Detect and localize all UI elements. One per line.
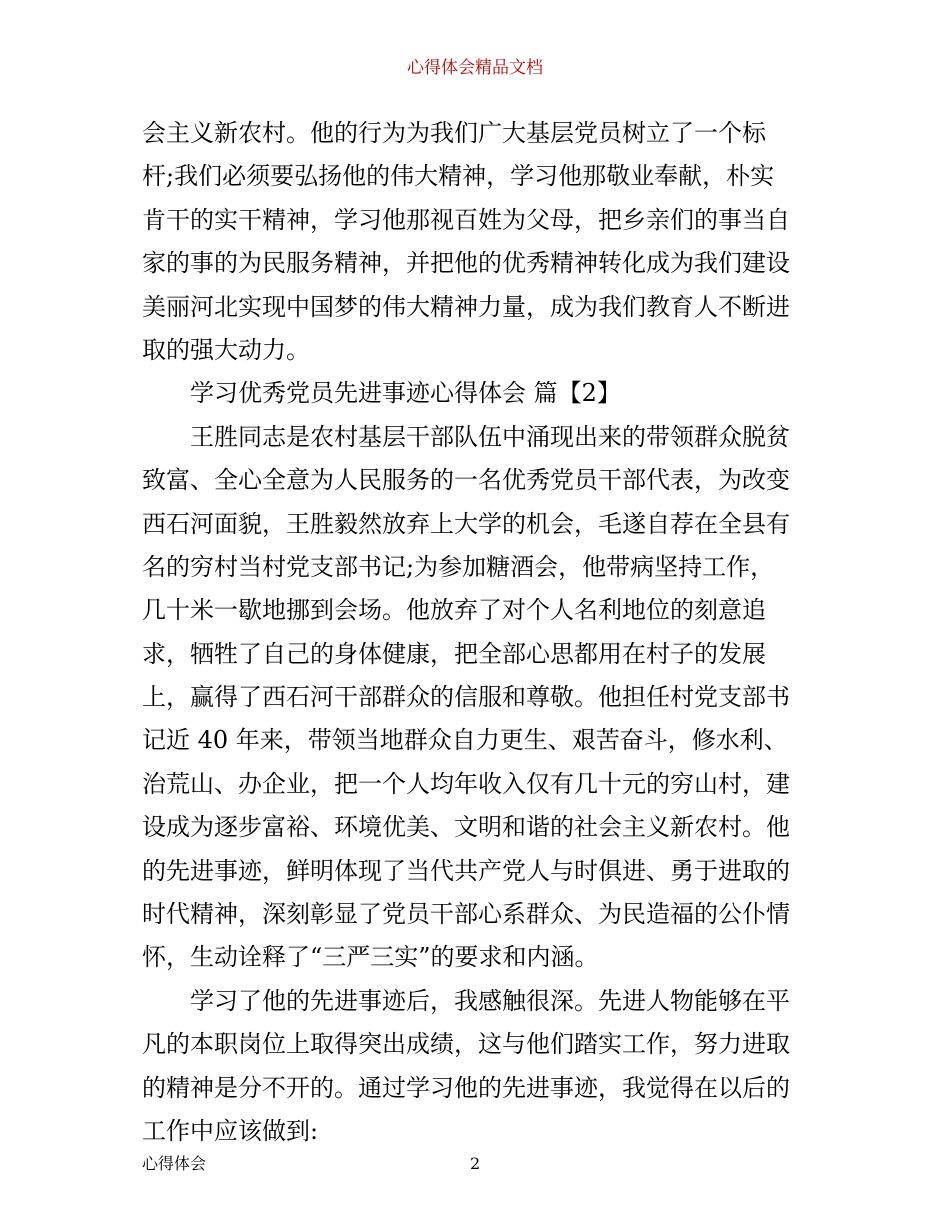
body-line: 家的事的为民服务精神，并把他的优秀精神转化成为我们建设 (142, 249, 790, 278)
body-line: 美丽河北实现中国梦的伟大精神力量，成为我们教育人不断进 (142, 292, 790, 321)
body-line: 几十米一歇地挪到会场。他放弃了对个人名利地位的刻意追 (142, 596, 766, 625)
body-line: 学习了他的先进事迹后，我感触很深。先进人物能够在平 (190, 986, 790, 1015)
body-line: 西石河面貌，王胜毅然放弃上大学的机会，毛遂自荐在全县有 (142, 509, 790, 538)
body-line: 工作中应该做到: (142, 1116, 319, 1145)
section-heading: 学习优秀党员先进事迹心得体会 篇【2】 (190, 379, 621, 408)
page-header-title: 心得体会精品文档 (407, 58, 543, 78)
body-line: 记近 40 年来，带领当地群众自力更生、艰苦奋斗，修水利、 (142, 726, 788, 755)
body-line: 名的穷村当村党支部书记;为参加糖酒会，他带病坚持工作， (142, 552, 775, 581)
body-line: 的先进事迹，鲜明体现了当代共产党人与时俱进、勇于进取的 (142, 856, 790, 885)
document-body (142, 112, 808, 1153)
body-line: 致富、全心全意为人民服务的一名优秀党员干部代表，为改变 (142, 466, 790, 495)
body-line: 肯干的实干精神，学习他那视百姓为父母，把乡亲们的事当自 (142, 205, 790, 234)
body-line: 治荒山、办企业，把一个人均年收入仅有几十元的穷山村，建 (142, 769, 790, 798)
page-footer (142, 1152, 808, 1176)
body-line: 怀，生动诠释了“三严三实”的要求和内涵。 (142, 943, 599, 972)
body-line: 求，牺牲了自己的身体健康，把全部心思都用在村子的发展 (142, 639, 766, 668)
body-line: 杆;我们必须要弘扬他的伟大精神，学习他那敬业奉献，朴实 (142, 162, 775, 191)
body-line: 的精神是分不开的。通过学习他的先进事迹，我觉得在以后的 (142, 1073, 790, 1102)
page-number: 2 (470, 1154, 481, 1173)
footer-label: 心得体会 (142, 1154, 207, 1173)
body-line: 王胜同志是农村基层干部队伍中涌现出来的带领群众脱贫 (190, 422, 790, 451)
body-line: 设成为逐步富裕、环境优美、文明和谐的社会主义新农村。他 (142, 813, 790, 842)
body-line: 上，赢得了西石河干部群众的信服和尊敬。他担任村党支部书 (142, 683, 790, 712)
body-line: 会主义新农村。他的行为为我们广大基层党员树立了一个标 (142, 119, 766, 147)
body-line: 时代精神，深刻彰显了党员干部心系群众、为民造福的公仆情 (142, 900, 790, 929)
body-line: 取的强大动力。 (142, 335, 310, 364)
body-line: 凡的本职岗位上取得突出成绩，这与他们踏实工作，努力进取 (142, 1030, 790, 1059)
